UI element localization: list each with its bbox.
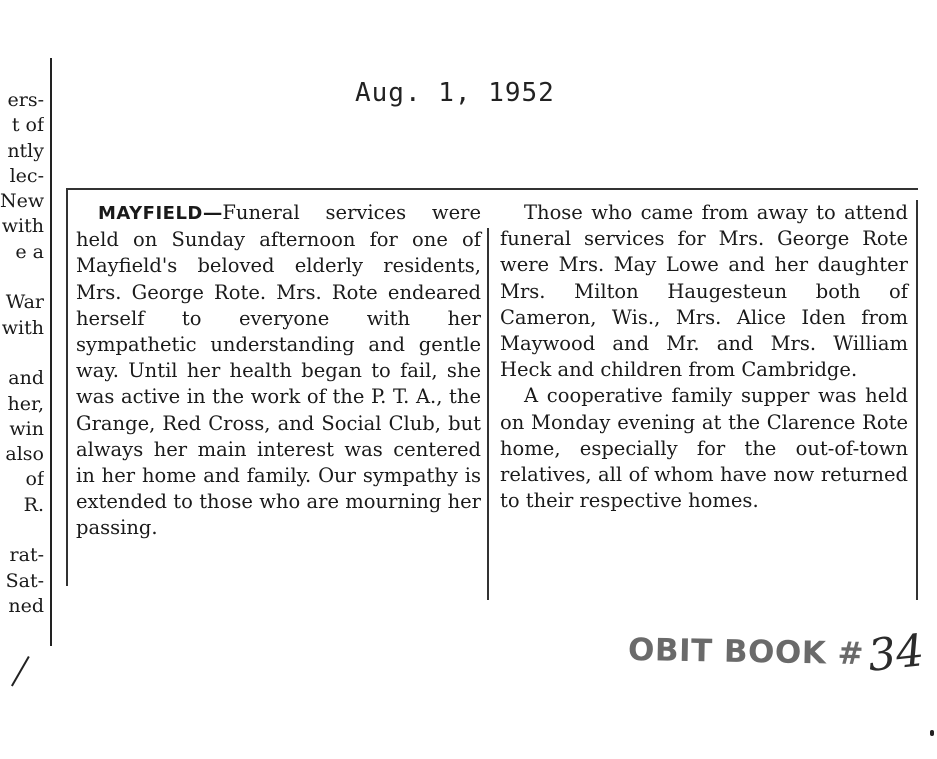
obit-book-stamp: OBIT BOOK #: [627, 631, 865, 673]
neighbor-column-line: e a: [15, 240, 44, 263]
neighbor-column-line: New: [0, 190, 44, 213]
neighbor-column-line: [0, 341, 44, 366]
neighbor-column-line: with: [1, 215, 44, 238]
ink-speck: [930, 730, 934, 736]
clipping-left-edge: [66, 188, 68, 586]
neighbor-column-fragment: [0, 88, 44, 619]
neighbor-column-line: rat-: [9, 544, 44, 567]
pencil-mark: [11, 656, 30, 686]
article-first-paragraph: [76, 200, 481, 542]
neighbor-column-line: War: [5, 291, 44, 314]
supper-paragraph: A cooperative family supper was held on Monday evening at the Clarence Rote home, especially for the out-of-town relatives, all of whom have now returned to their respective homes.: [500, 384, 908, 513]
clipping-right-edge: [916, 200, 918, 600]
handstamped-date: Aug. 1, 1952: [355, 78, 555, 108]
neighbor-column-line: [0, 265, 44, 290]
neighbor-column-line: Sat-: [5, 569, 44, 592]
neighbor-column-line: ntly: [7, 139, 44, 162]
neighbor-column-line: lec-: [9, 164, 44, 187]
neighbor-column-line: also: [5, 443, 44, 466]
neighbor-column-line: R.: [23, 493, 44, 516]
dateline: MAYFIELD: [98, 203, 203, 224]
article-left-column: [76, 200, 481, 542]
neighbor-column-line: ers-: [7, 89, 44, 111]
neighbor-column-line: t of: [11, 114, 44, 137]
neighbor-column-line: her,: [7, 392, 44, 415]
column-divider: [487, 228, 489, 600]
visitors-paragraph: Those who came from away to attend funeral services for Mrs. George Rote were Mrs. May Lowe and her daughter Mrs. Milton Haugesteun both of Cameron, Wis., Mrs. Alice Iden from Maywood and Mr. and Mrs. William Heck and children from Cambridge.: [500, 201, 908, 382]
obit-book-number: 34: [865, 625, 927, 682]
clipping-top-edge: [66, 188, 918, 190]
neighbor-column-line: of: [25, 468, 44, 491]
neighbor-column-line: win: [9, 417, 44, 440]
article-right-column: [500, 200, 908, 514]
neighbor-column-line: with: [1, 316, 44, 339]
dateline-dash: —: [202, 201, 223, 224]
neighbor-column-line: ned: [8, 594, 44, 617]
neighbor-column-rule: [50, 58, 52, 646]
neighbor-column-line: [0, 518, 44, 543]
neighbor-column-line: and: [8, 367, 44, 390]
article-body-text: Funeral services were held on Sunday afternoon for one of Mayfield's beloved elderly residents, Mrs. George Rote. Mrs. Rote endeared herself to everyone with her sympathetic understanding and gentle way. Until her health began to fail, she was active in the work of the P. T. A., the Grange, Red Cross, and Social Club, but always her main interest was centered in her home and family. Our sympathy is extended to those who are mourning her passing.: [76, 201, 481, 540]
